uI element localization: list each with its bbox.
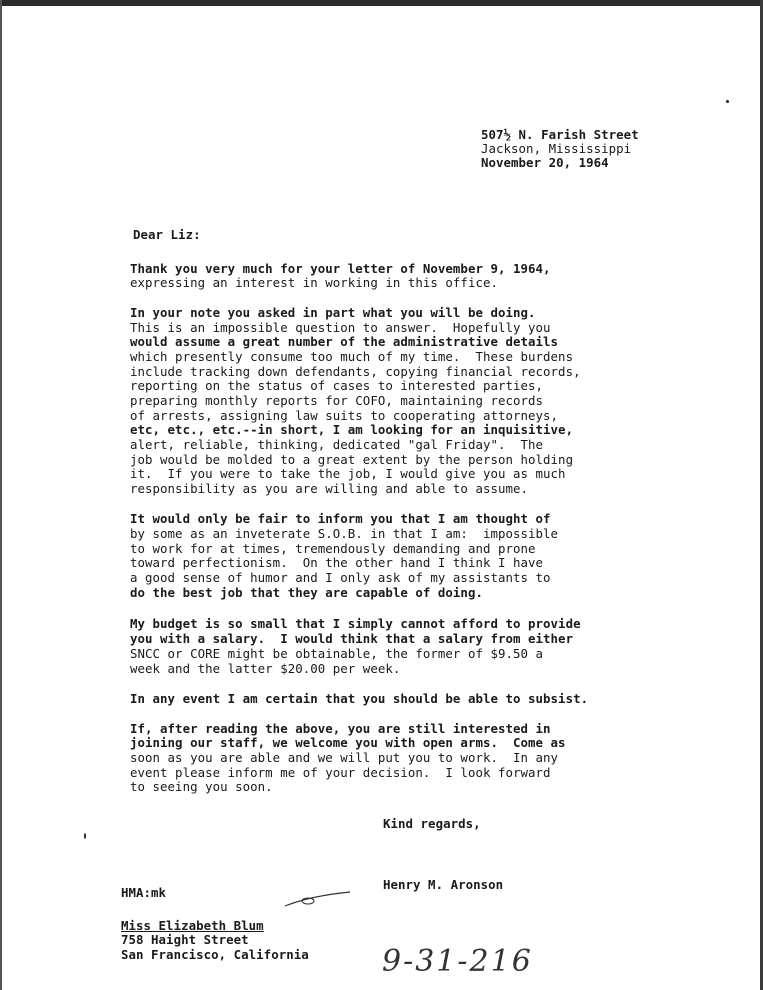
salutation: Dear Liz:: [133, 227, 201, 242]
body-line: of arrests, assigning law suits to cooperating attorneys,: [130, 408, 559, 423]
scan-left-border: [0, 0, 2, 990]
scan-speck: [84, 833, 86, 839]
pencil-flourish: [280, 888, 360, 918]
body-line: etc, etc., etc.--in short, I am looking for an inquisitive,: [130, 422, 574, 437]
body-line: In any event I am certain that you should be able to subsist.: [130, 691, 589, 706]
handwritten-file-number: 9-31-216: [382, 944, 533, 979]
body-line: do the best job that they are capable of doing.: [130, 585, 483, 600]
body-line: joining our staff, we welcome you with open arms. Come as: [130, 735, 566, 750]
recipient-street: 758 Haight Street: [121, 932, 249, 947]
body-line: soon as you are able and we will put you to work. In any: [130, 750, 559, 765]
body-line: Thank you very much for your letter of November 9, 1964,: [130, 261, 551, 276]
body-line: job would be molded to a great extent by the person holding: [130, 452, 574, 467]
typist-initials: HMA:mk: [121, 885, 167, 900]
body-line: to work for at times, tremendously demanding and prone: [130, 541, 536, 556]
address-city: Jackson, Mississippi: [481, 141, 632, 156]
address-street: 507½ N. Farish Street: [481, 127, 639, 142]
body-line: My budget is so small that I simply cannot afford to provide: [130, 616, 581, 631]
body-line: In your note you asked in part what you will be doing.: [130, 305, 536, 320]
body-line: If, after reading the above, you are still interested in: [130, 721, 551, 736]
body-line: would assume a great number of the administrative details: [130, 334, 559, 349]
body-line: responsibility as you are willing and able to assume.: [130, 481, 529, 496]
signer-name: Henry M. Aronson: [383, 877, 504, 892]
body-line: SNCC or CORE might be obtainable, the former of $9.50 a: [130, 646, 544, 661]
body-line: which presently consume too much of my time. These burdens: [130, 349, 574, 364]
scan-speck: [726, 100, 729, 103]
body-line: week and the latter $20.00 per week.: [130, 661, 401, 676]
body-line: to seeing you soon.: [130, 779, 273, 794]
body-line: you with a salary. I would think that a salary from either: [130, 631, 574, 646]
body-line: expressing an interest in working in this office.: [130, 275, 498, 290]
body-line: It would only be fair to inform you that I am thought of: [130, 511, 551, 526]
body-line: toward perfectionism. On the other hand I think I have: [130, 555, 544, 570]
body-line: include tracking down defendants, copying financial records,: [130, 364, 581, 379]
body-line: This is an impossible question to answer. Hopefully you: [130, 320, 551, 335]
body-line: a good sense of humor and I only ask of my assistants to: [130, 570, 551, 585]
body-line: event please inform me of your decision. I look forward: [130, 765, 551, 780]
scan-top-border: [0, 0, 763, 6]
recipient-name: Miss Elizabeth Blum: [121, 918, 264, 933]
body-line: alert, reliable, thinking, dedicated "gal Friday". The: [130, 437, 544, 452]
letter-date: November 20, 1964: [481, 155, 609, 170]
body-line: preparing monthly reports for COFO, maintaining records: [130, 393, 544, 408]
body-line: reporting on the status of cases to interested parties,: [130, 378, 544, 393]
recipient-city: San Francisco, California: [121, 947, 309, 962]
body-line: by some as an inveterate S.O.B. in that I am: impossible: [130, 526, 559, 541]
body-line: it. If you were to take the job, I would give you as much: [130, 466, 566, 481]
closing: Kind regards,: [383, 816, 481, 831]
